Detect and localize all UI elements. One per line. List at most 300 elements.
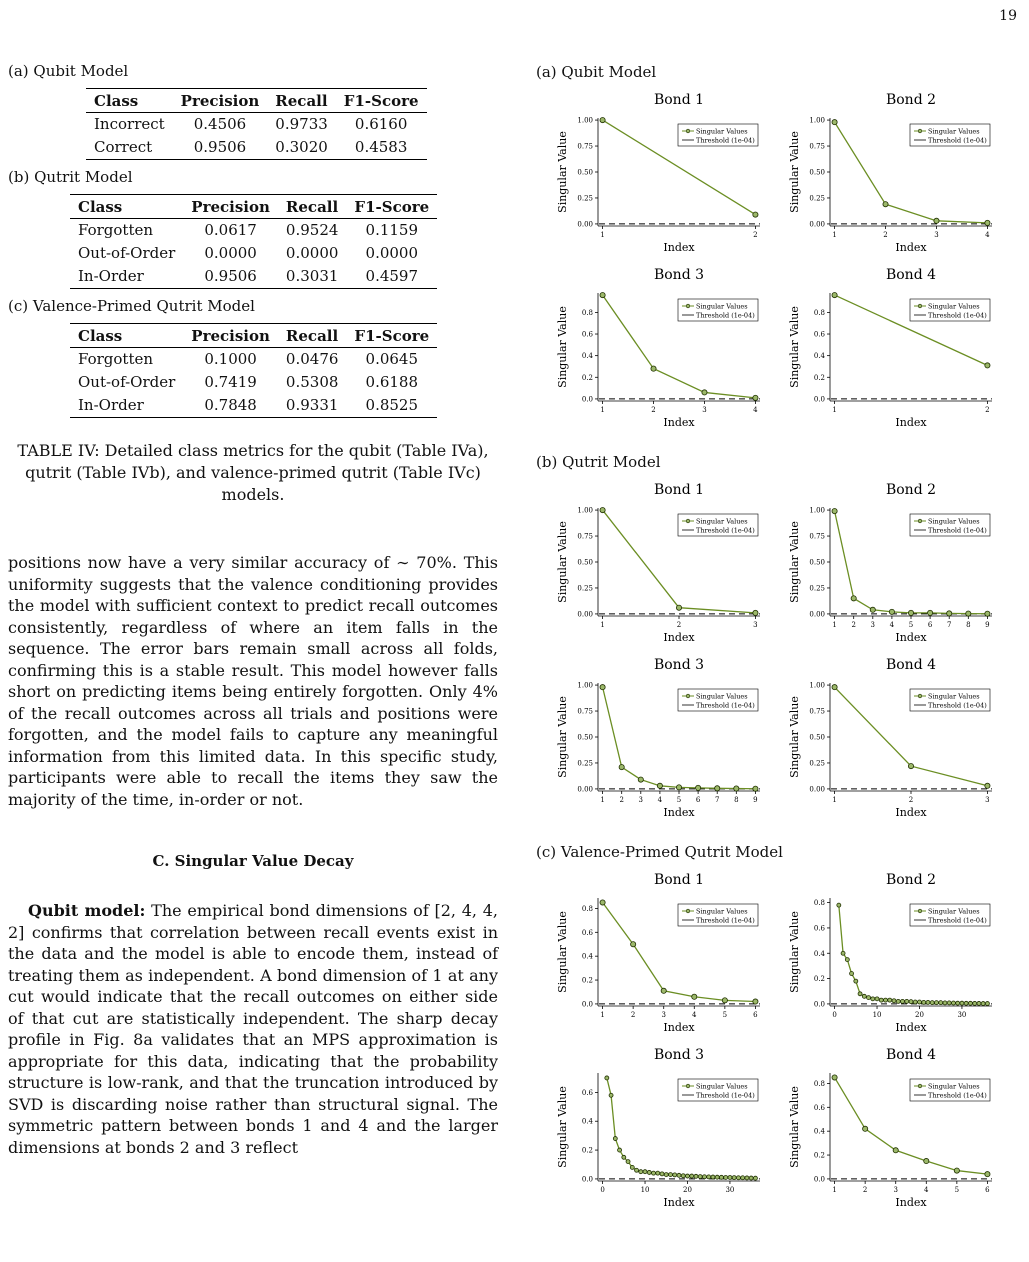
singular-value-chart [780, 478, 1005, 648]
data-point [719, 1175, 723, 1179]
chart-title: Bond 2 [885, 872, 937, 888]
legend-series-label: Singular Values [696, 302, 748, 311]
legend-series-marker [918, 694, 922, 698]
y-tick-label: 0.4 [813, 352, 825, 361]
data-point [905, 999, 909, 1003]
table-cell: Out-of-Order [78, 244, 176, 262]
y-tick-label: 1.00 [577, 506, 593, 515]
table-b-label: (b) Qutrit Model [8, 168, 133, 186]
x-tick-label: 3 [934, 231, 939, 239]
y-tick-label: 0.8 [581, 904, 593, 913]
table-a-label: (a) Qubit Model [8, 62, 129, 80]
x-tick-label: 0 [832, 1011, 837, 1019]
legend-series-marker [686, 1084, 690, 1088]
data-point [600, 900, 605, 905]
y-tick-label: 1.00 [809, 116, 825, 125]
legend-threshold-label: Threshold (1e-04) [928, 1091, 987, 1100]
y-tick-label: 0.00 [809, 610, 825, 619]
legend-series-label: Singular Values [928, 692, 980, 701]
singular-value-chart [780, 263, 1005, 433]
data-point [639, 1170, 643, 1174]
y-tick-label: 0.25 [809, 584, 825, 593]
data-point [832, 509, 837, 514]
x-tick-label: 6 [927, 621, 933, 629]
y-tick-label: 0.6 [813, 330, 825, 339]
data-point [854, 979, 858, 983]
data-point [734, 786, 739, 791]
data-point [600, 292, 605, 297]
data-point [909, 1000, 913, 1004]
data-point [964, 1001, 968, 1005]
data-point [631, 942, 636, 947]
x-tick-label: 9 [753, 796, 758, 804]
legend-threshold-label: Threshold (1e-04) [696, 526, 755, 535]
x-tick-label: 3 [661, 1011, 666, 1019]
column-header: Precision [183, 195, 278, 219]
data-point [722, 998, 727, 1003]
column-header: Precision [173, 89, 268, 113]
chart-title: Bond 2 [885, 482, 937, 498]
x-tick-label: 2 [676, 621, 682, 629]
y-tick-label: 0.75 [577, 532, 593, 541]
table-row [86, 113, 427, 137]
legend-series-label: Singular Values [928, 127, 980, 136]
data-point [741, 1176, 745, 1180]
data-point [930, 1001, 934, 1005]
data-point [888, 998, 892, 1002]
y-tick-label: 0.50 [577, 733, 593, 742]
x-tick-label: 1 [832, 796, 837, 804]
data-point [884, 998, 888, 1002]
y-tick-label: 1.00 [577, 681, 593, 690]
y-axis-label: Singular Value [556, 131, 569, 213]
chart-title: Bond 2 [885, 92, 937, 108]
table-cell: 0.5308 [285, 373, 339, 391]
x-tick-label: 2 [651, 406, 656, 414]
y-tick-label: 0.25 [809, 759, 825, 768]
data-point [977, 1001, 981, 1005]
singular-value-chart [548, 263, 773, 433]
x-axis-label: Index [895, 631, 927, 644]
table-caption: TABLE IV: Detailed class metrics for the qubit (Table IVa), qutrit (Table IVb), and valence-primed qutrit (Table IVc) models. [17, 441, 489, 504]
y-tick-label: 0.4 [813, 1127, 825, 1136]
table-cell: 0.9506 [183, 265, 278, 289]
x-tick-label: 30 [957, 1011, 967, 1019]
x-tick-label: 5 [954, 1186, 960, 1194]
x-tick-label: 6 [753, 1011, 758, 1019]
y-tick-label: 0.00 [577, 785, 593, 794]
y-axis-label: Singular Value [556, 521, 569, 603]
y-tick-label: 0.0 [581, 395, 593, 404]
x-tick-label: 8 [734, 796, 739, 804]
y-tick-label: 0.75 [577, 707, 593, 716]
x-axis-label: Index [895, 806, 927, 819]
data-point [889, 609, 894, 614]
data-point [960, 1001, 964, 1005]
paragraph-2-lead: Qubit model: [28, 901, 146, 920]
legend-threshold-label: Threshold (1e-04) [928, 916, 987, 925]
data-point [647, 1170, 651, 1174]
table-cell: 0.0000 [204, 244, 257, 262]
x-tick-label: 2 [753, 231, 758, 239]
chart-title: Bond 1 [653, 482, 705, 498]
table-cell: Incorrect [94, 115, 165, 133]
data-point [832, 1075, 837, 1080]
singular-value-chart [780, 868, 1005, 1038]
data-point [600, 507, 605, 512]
table-cell: In-Order [70, 265, 183, 289]
data-point [896, 999, 900, 1003]
table-cell: 0.1159 [365, 221, 419, 239]
y-tick-label: 0.0 [813, 1000, 825, 1009]
data-point [947, 1001, 951, 1005]
y-tick-label: 0.2 [813, 975, 825, 984]
data-point [850, 972, 854, 976]
y-tick-label: 0.6 [813, 1103, 825, 1112]
table-cell: 0.1000 [204, 350, 257, 368]
data-point [985, 1172, 990, 1177]
y-axis-label: Singular Value [788, 521, 801, 603]
y-axis-label: Singular Value [788, 696, 801, 778]
data-point [692, 994, 697, 999]
singular-value-chart [548, 868, 773, 1038]
y-tick-label: 0.0 [813, 1175, 825, 1184]
data-point [630, 1165, 634, 1169]
page-number: 19 [999, 8, 1017, 24]
legend-series-label: Singular Values [928, 302, 980, 311]
y-tick-label: 0.2 [581, 1146, 593, 1155]
table-header-row [86, 89, 427, 113]
column-header: Class [70, 195, 183, 219]
legend-series-marker [686, 519, 690, 523]
x-axis-label: Index [663, 1196, 695, 1209]
table-qubit [86, 88, 427, 160]
data-point [913, 1000, 917, 1004]
data-point [879, 998, 883, 1002]
column-header: Recall [278, 195, 347, 219]
x-tick-label: 4 [924, 1186, 929, 1194]
y-tick-label: 0.6 [813, 924, 825, 933]
chart-title: Bond 3 [653, 267, 705, 283]
data-point [728, 1175, 732, 1179]
legend-threshold-label: Threshold (1e-04) [696, 701, 755, 710]
legend-series-marker [686, 129, 690, 133]
data-point [652, 1171, 656, 1175]
data-point [600, 117, 605, 122]
legend-threshold-label: Threshold (1e-04) [696, 136, 755, 145]
x-tick-label: 7 [946, 621, 952, 629]
y-tick-label: 0.8 [581, 308, 593, 317]
data-point [837, 903, 841, 907]
legend-series-label: Singular Values [928, 907, 980, 916]
x-tick-label: 2 [985, 406, 990, 414]
column-header: F1-Score [336, 89, 427, 113]
y-tick-label: 0.75 [809, 707, 825, 716]
data-point [618, 1148, 622, 1152]
x-axis-label: Index [895, 1196, 927, 1209]
data-point [851, 596, 856, 601]
chart-title: Bond 1 [653, 872, 705, 888]
table-cell: 0.4583 [336, 136, 427, 160]
data-point [973, 1001, 977, 1005]
data-point [736, 1176, 740, 1180]
x-tick-label: 10 [872, 1011, 882, 1019]
legend-series-marker [686, 909, 690, 913]
data-point [753, 999, 758, 1004]
legend-series-label: Singular Values [928, 517, 980, 526]
x-axis-label: Index [663, 416, 695, 429]
x-tick-label: 2 [851, 621, 856, 629]
x-axis-label: Index [895, 1021, 927, 1034]
y-tick-label: 1.00 [809, 681, 825, 690]
y-tick-label: 0.2 [813, 373, 825, 382]
singular-value-chart [548, 478, 773, 648]
singular-value-chart [548, 653, 773, 823]
data-point [669, 1173, 673, 1177]
x-tick-label: 20 [683, 1186, 692, 1194]
x-tick-label: 3 [985, 796, 990, 804]
data-point [676, 605, 681, 610]
x-tick-label: 1 [832, 621, 837, 629]
data-point [657, 783, 662, 788]
data-point [968, 1001, 972, 1005]
table-cell: 0.7419 [204, 373, 257, 391]
data-point [660, 1172, 664, 1176]
data-point [656, 1171, 660, 1175]
table-qutrit [70, 194, 437, 289]
data-point [832, 292, 837, 297]
table-row [70, 219, 437, 243]
data-point [863, 1126, 868, 1131]
y-tick-label: 0.25 [809, 194, 825, 203]
table-header-row [70, 195, 437, 219]
data-point [685, 1174, 689, 1178]
data-point [753, 1176, 757, 1180]
data-point [702, 1175, 706, 1179]
data-point [985, 783, 990, 788]
x-tick-label: 4 [889, 621, 895, 629]
y-tick-label: 0.50 [577, 558, 593, 567]
x-tick-label: 7 [714, 796, 720, 804]
x-tick-label: 3 [870, 621, 876, 629]
table-cell: 0.9733 [275, 115, 328, 133]
x-tick-label: 1 [832, 406, 837, 414]
data-point [753, 395, 758, 400]
y-tick-label: 0.75 [577, 142, 593, 151]
table-cell: 0.3031 [278, 265, 347, 289]
data-point [832, 120, 837, 125]
x-tick-label: 2 [862, 1186, 868, 1194]
chart-title: Bond 3 [653, 1047, 705, 1063]
legend-threshold-label: Threshold (1e-04) [696, 1091, 755, 1100]
legend-threshold-label: Threshold (1e-04) [928, 701, 987, 710]
table-cell: 0.9524 [285, 221, 339, 239]
table-cell: Out-of-Order [78, 373, 176, 391]
data-point [613, 1137, 617, 1141]
y-tick-label: 0.4 [581, 952, 593, 961]
table-cell: 0.6188 [365, 373, 419, 391]
data-point [622, 1155, 626, 1159]
legend-series-marker [918, 129, 922, 133]
data-point [893, 1148, 898, 1153]
table-cell: 0.8525 [346, 394, 437, 418]
data-point [698, 1175, 702, 1179]
data-point [619, 765, 624, 770]
table-cell: 0.9331 [278, 394, 347, 418]
data-point [924, 1158, 929, 1163]
x-tick-label: 2 [630, 1011, 636, 1019]
legend-threshold-label: Threshold (1e-04) [696, 311, 755, 320]
column-header: Recall [278, 324, 347, 348]
table-cell: Correct [86, 136, 173, 160]
x-tick-label: 1 [600, 796, 605, 804]
y-axis-label: Singular Value [556, 696, 569, 778]
paragraph-1: positions now have a very similar accuracy of ∼ 70%. This uniformity suggests that the valence conditioning provides the model with sufficient context to predict recall outcomes consistently, regardless of where an item falls in the sequence. The error bars remain small across all folds, confirming this is a stable result. This model however falls short on predicting items being entirely forgotten. Only 4% of the recall outcomes across all trials and positions were forgotten, and the model fails to capture any meaningful information from this limited data. In this specific study, participants were able to recall the items they saw the majority of the time, in-order or not. [8, 553, 498, 809]
y-tick-label: 1.00 [577, 116, 593, 125]
data-point [707, 1175, 711, 1179]
x-tick-label: 3 [638, 796, 644, 804]
data-point [934, 218, 939, 223]
y-tick-label: 0.2 [813, 1151, 825, 1160]
x-tick-label: 3 [753, 621, 758, 629]
y-tick-label: 0.0 [813, 395, 825, 404]
y-axis-label: Singular Value [788, 131, 801, 213]
y-tick-label: 0.0 [581, 1175, 593, 1184]
data-point [677, 1173, 681, 1177]
x-tick-label: 4 [753, 406, 758, 414]
data-point [664, 1173, 668, 1177]
y-tick-label: 0.0 [581, 1000, 593, 1009]
singular-value-chart [548, 88, 773, 258]
y-tick-label: 0.6 [581, 928, 593, 937]
x-tick-label: 1 [600, 1011, 605, 1019]
left-column [8, 62, 498, 1158]
y-axis-label: Singular Value [788, 911, 801, 993]
legend-series-marker [918, 1084, 922, 1088]
singular-value-chart [780, 653, 1005, 823]
data-point [696, 785, 701, 790]
x-tick-label: 3 [893, 1186, 898, 1194]
y-axis-label: Singular Value [556, 1086, 569, 1168]
table-row [70, 394, 437, 418]
x-tick-label: 6 [985, 1186, 990, 1194]
data-point [908, 763, 913, 768]
data-point [867, 996, 871, 1000]
singular-value-chart [780, 88, 1005, 258]
y-axis-label: Singular Value [788, 306, 801, 388]
y-tick-label: 0.25 [577, 584, 593, 593]
data-point [901, 999, 905, 1003]
data-point [985, 611, 990, 616]
x-tick-label: 5 [908, 621, 914, 629]
table-cell: 0.0000 [365, 244, 419, 262]
data-point [985, 363, 990, 368]
data-point [832, 685, 837, 690]
data-point [690, 1174, 694, 1178]
table-valence [70, 323, 437, 418]
x-axis-label: Index [663, 1021, 695, 1034]
x-tick-label: 10 [640, 1186, 650, 1194]
y-tick-label: 0.2 [581, 976, 593, 985]
y-tick-label: 0.25 [577, 759, 593, 768]
y-axis-label: Singular Value [556, 306, 569, 388]
data-point [858, 992, 862, 996]
paragraph-2-text: The empirical bond dimensions of [2, 4, 4, 2] confirms that correlation between recall events exist in the data and the model is able to encode them, instead of treating them as independent. A bond dimension of 1 at any cut would indicate that the recall outcomes on either side of that cut are statistically independent. The sharp decay profile in Fig. 8a validates that an MPS approximation is appropriate for this data, indicating that the probability structure is low-rank, and that the truncation introduced by SVD is discarding noise rather than structural signal. The symmetric pattern between bonds 1 and 4 and the larger dimensions at bonds 2 and 3 reflect [8, 901, 499, 1157]
data-point [951, 1001, 955, 1005]
data-point [870, 607, 875, 612]
legend-series-marker [686, 304, 690, 308]
column-header: Recall [267, 89, 336, 113]
y-axis-label: Singular Value [556, 911, 569, 993]
data-point [694, 1174, 698, 1178]
data-point [635, 1168, 639, 1172]
y-tick-label: 0.50 [809, 558, 825, 567]
data-point [643, 1170, 647, 1174]
legend-series-marker [686, 694, 690, 698]
y-tick-label: 0.6 [581, 330, 593, 339]
y-tick-label: 0.4 [581, 352, 593, 361]
column-header: Precision [183, 324, 278, 348]
table-cell: Forgotten [78, 350, 154, 368]
data-point [908, 610, 913, 615]
chart-title: Bond 3 [653, 657, 705, 673]
figure-label-b: (b) Qutrit Model [536, 453, 661, 471]
column-header: F1-Score [346, 195, 437, 219]
singular-value-chart [548, 1043, 773, 1213]
y-tick-label: 0.8 [813, 899, 825, 908]
table-row [86, 136, 427, 160]
y-axis-label: Singular Value [788, 1086, 801, 1168]
data-point [883, 202, 888, 207]
x-tick-label: 1 [832, 231, 837, 239]
data-point [917, 1000, 921, 1004]
table-cell: 0.4597 [346, 265, 437, 289]
x-axis-label: Index [663, 631, 695, 644]
chart-title: Bond 1 [653, 92, 705, 108]
x-tick-label: 3 [702, 406, 707, 414]
legend-series-marker [918, 519, 922, 523]
legend-threshold-label: Threshold (1e-04) [928, 526, 987, 535]
data-point [702, 390, 707, 395]
x-tick-label: 9 [985, 621, 990, 629]
x-tick-label: 1 [600, 621, 605, 629]
x-tick-label: 4 [657, 796, 663, 804]
data-point [724, 1175, 728, 1179]
x-tick-label: 5 [676, 796, 682, 804]
figure-label-c: (c) Valence-Primed Qutrit Model [536, 843, 783, 861]
data-point [875, 997, 879, 1001]
chart-title: Bond 4 [885, 657, 937, 673]
data-point [753, 212, 758, 217]
x-axis-label: Index [895, 241, 927, 254]
legend-series-label: Singular Values [696, 907, 748, 916]
legend-series-label: Singular Values [696, 1082, 748, 1091]
data-point [753, 610, 758, 615]
y-tick-label: 0.8 [813, 308, 825, 317]
legend-series-label: Singular Values [696, 127, 748, 136]
y-tick-label: 0.75 [809, 142, 825, 151]
data-point [715, 786, 720, 791]
y-tick-label: 0.4 [581, 1117, 593, 1126]
table-cell: 0.3020 [267, 136, 336, 160]
legend-series-marker [918, 304, 922, 308]
x-tick-label: 6 [695, 796, 701, 804]
data-point [732, 1176, 736, 1180]
table-row [70, 265, 437, 289]
data-point [862, 994, 866, 998]
legend-series-label: Singular Values [696, 692, 748, 701]
x-tick-label: 5 [722, 1011, 728, 1019]
